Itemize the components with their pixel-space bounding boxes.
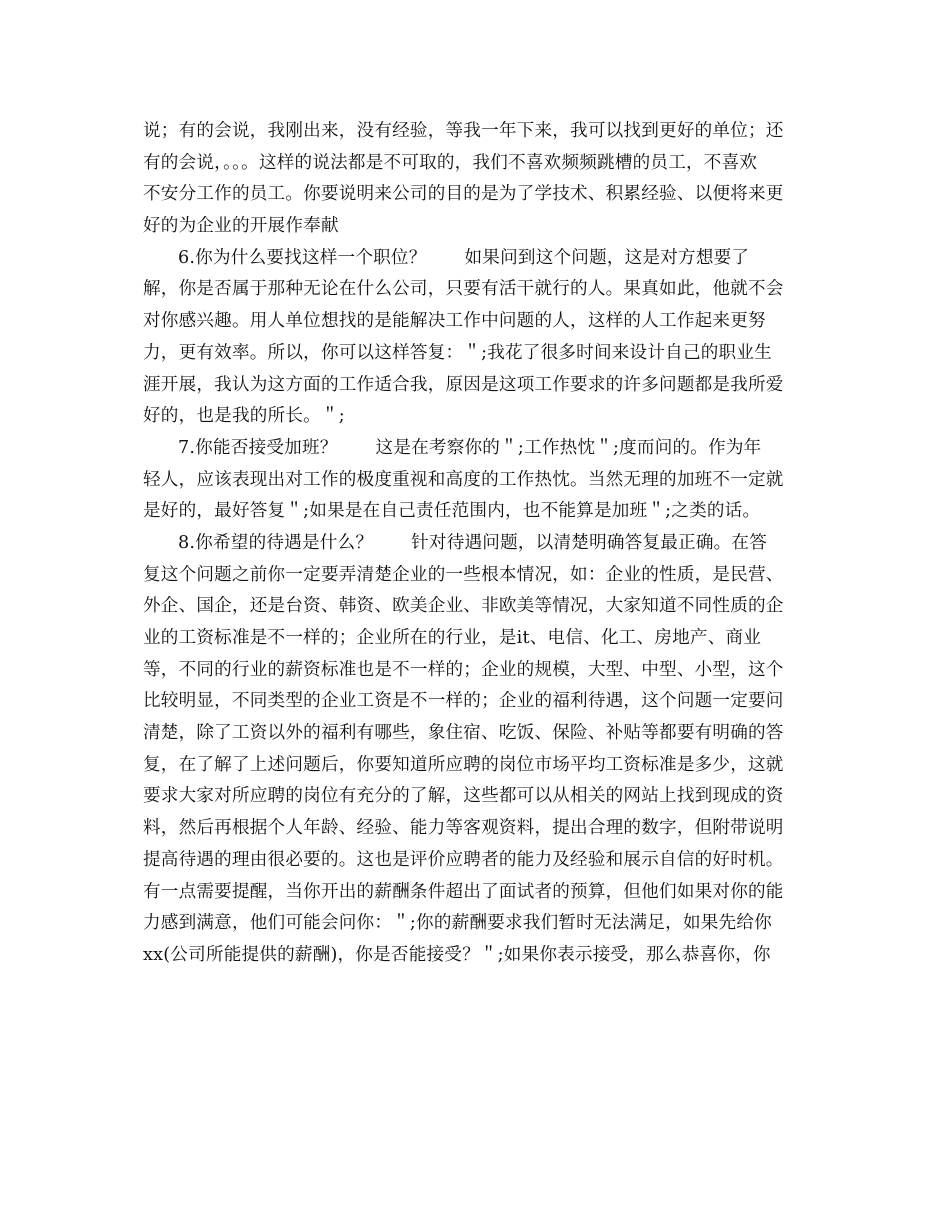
text-line: 有一点需要提醒，当你开出的薪酬条件超出了面试者的预算，但他们如果对你的能 xyxy=(143,881,784,902)
document-page xyxy=(143,116,813,972)
text-line: 比较明显，不同类型的企业工资是不一样的；企业的福利待遇，这个问题一定要问 xyxy=(143,691,784,712)
paragraph-question-7 xyxy=(143,433,813,528)
paragraph-intro xyxy=(143,116,813,243)
text-line: 解，你是否属于那种无论在什么公司，只要有活干就行的人。果真如此，他就不会 xyxy=(143,279,784,300)
text-line: 料，然后再根据个人年龄、经验、能力等客观资料，提出合理的数字，但附带说明 xyxy=(143,818,784,839)
text-line: 力，更有效率。所以，你可以这样答复：＂;我花了很多时间来设计自己的职业生 xyxy=(143,342,772,363)
text-line: 针对待遇问题，以清楚明确答复最正确。在答 xyxy=(411,532,768,553)
text-line: 力感到满意，他们可能会问你：＂;你的薪酬要求我们暂时无法满足，如果先给你 xyxy=(143,913,772,934)
question-line xyxy=(143,528,813,560)
text-line: 清楚，除了工资以外的福利有哪些，象住宿、吃饭、保险、补贴等都要有明确的答 xyxy=(143,723,784,744)
text-line: 好的为企业的开展作奉献 xyxy=(143,216,339,237)
text-line: 好的，也是我的所长。＂; xyxy=(143,406,345,427)
text-line: 提高待遇的理由很必要的。这也是评价应聘者的能力及经验和展示自信的好时机。 xyxy=(143,849,784,870)
text-line: 业的工资标准是不一样的；企业所在的行业，是it、电信、化工、房地产、商业 xyxy=(143,628,762,648)
question-heading: 7.你能否接受加班？ xyxy=(178,437,338,458)
text-line: 等，不同的行业的薪资标准也是不一样的；企业的规模，大型、中型、小型，这个 xyxy=(143,659,784,680)
question-heading: 6.你为什么要找这样一个职位？ xyxy=(178,247,427,268)
text-line: 说；有的会说，我刚出来，没有经验，等我一年下来，我可以找到更好的单位；还 xyxy=(143,121,784,141)
question-line xyxy=(143,243,813,275)
text-line: 轻人，应该表现出对工作的极度重视和高度的工作热忱。当然无理的加班不一定就 xyxy=(143,469,784,490)
text-line: 是好的，最好答复＂;如果是在自己责任范围内，也不能算是加班＂;之类的话。 xyxy=(143,501,761,522)
text-line: 这是在考察你的＂;工作热忱＂;度而问的。作为年 xyxy=(375,437,762,458)
text-line: 有的会说，。。。这样的说法都是不可取的，我们不喜欢频频跳槽的员工，不喜欢 xyxy=(143,152,758,173)
text-line: xx(公司所能提供的薪酬)，你是否能接受？＂;如果你表示接受，那么恭喜你，你 xyxy=(143,944,771,965)
text-line: 不安分工作的员工。你要说明来公司的目的是为了学技术、积累经验、以便将来更 xyxy=(143,184,784,205)
text-line: 对你感兴趣。用人单位想找的是能解决工作中问题的人，这样的人工作起来更努 xyxy=(143,311,766,332)
text-line: 外企、国企，还是台资、韩资、欧美企业、非欧美等情况，大家知道不同性质的企 xyxy=(143,596,784,617)
paragraph-question-8 xyxy=(143,528,813,972)
question-line xyxy=(143,433,813,465)
text-line: 要求大家对所应聘的岗位有充分的了解，这些都可以从相关的网站上找到现成的资 xyxy=(143,786,784,807)
text-line: 复，在了解了上述问题后，你要知道所应聘的岗位市场平均工资标准是多少，这就 xyxy=(143,754,784,775)
text-line: 复这个问题之前你一定要弄清楚企业的一些根本情况，如：企业的性质，是民营、 xyxy=(143,564,784,585)
text-line: 如果问到这个问题，这是对方想要了 xyxy=(464,247,750,268)
question-heading: 8.你希望的待遇是什么？ xyxy=(178,532,374,553)
paragraph-question-6 xyxy=(143,243,813,433)
text-line: 涯开展，我认为这方面的工作适合我，原因是这项工作要求的许多问题都是我所爱 xyxy=(143,374,784,395)
